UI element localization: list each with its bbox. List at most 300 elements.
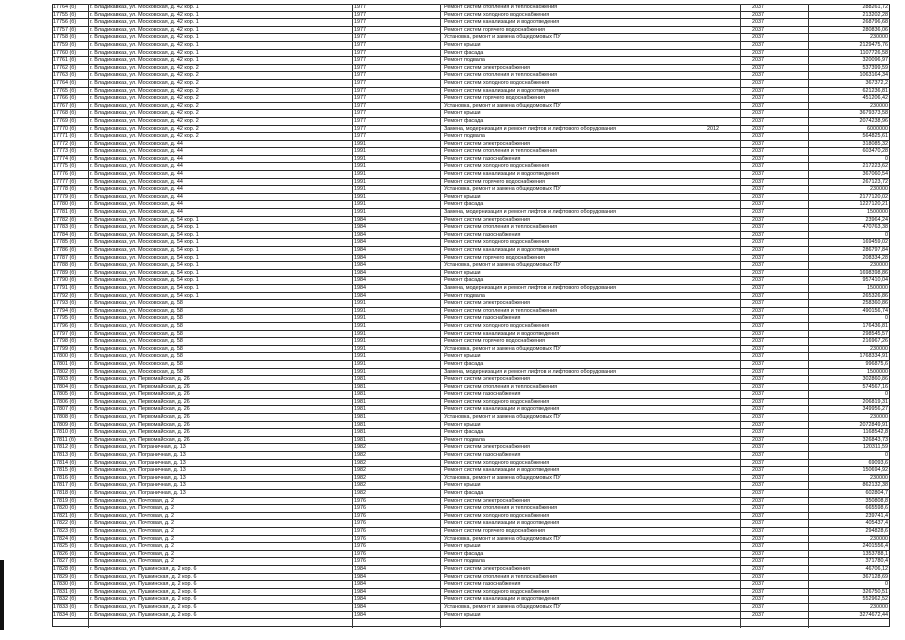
build-year-cell: 1991: [354, 201, 366, 208]
extra-year-cell: [707, 300, 737, 307]
row-number: 17766 (б): [53, 95, 77, 102]
address-cell: г. Владикавказ, ул. Московская, д. 42 кор. 1: [90, 57, 199, 64]
row-number: 17819 (б): [53, 497, 77, 504]
build-year-cell: 1977: [354, 117, 366, 124]
extra-year-cell: [707, 376, 737, 383]
build-year-cell: 1984: [354, 292, 366, 299]
address-cell: г. Владикавказ, ул. Московская, д. 42 кор. 1: [90, 49, 199, 56]
work-type-cell: Замена, модернизация и ремонт лифтов и лифтового оборудования: [444, 368, 616, 375]
work-type-cell: Ремонт систем горячего водоснабжения: [444, 254, 545, 261]
work-type-cell: Ремонт фасада: [444, 201, 484, 208]
plan-year-cell: 2037: [752, 368, 764, 375]
cost-cell: 1353788,1: [862, 550, 888, 557]
table-row: [52, 338, 890, 346]
extra-year-cell: [707, 566, 737, 573]
extra-year-cell: [707, 80, 737, 87]
address-cell: г. Владикавказ, ул. Почтовая, д. 2: [90, 505, 174, 512]
address-cell: г. Владикавказ, ул. Московская, д. 58: [90, 368, 183, 375]
address-cell: г. Владикавказ, ул. Пушкинская, д. 2 кор. 6: [90, 565, 197, 572]
address-cell: г. Владикавказ, ул. Московская, д. 54 кор. 1: [90, 284, 199, 291]
scan-edge-mark: [0, 560, 4, 630]
row-number: 17825 (б): [53, 543, 77, 550]
row-number: 17820 (б): [53, 505, 77, 512]
work-type-cell: Ремонт систем электроснабжения: [444, 216, 530, 223]
plan-year-cell: 2037: [752, 398, 764, 405]
row-number: 17788 (б): [53, 262, 77, 269]
table-row: [52, 475, 890, 483]
plan-year-cell: 2037: [752, 163, 764, 170]
row-number: 17823 (б): [53, 527, 77, 534]
work-type-cell: Ремонт систем отопления и теплоснабжения: [444, 148, 558, 155]
cost-cell: 1500000: [867, 284, 888, 291]
address-cell: г. Владикавказ, ул. Московская, д. 54 кор. 1: [90, 216, 199, 223]
extra-year-cell: [707, 65, 737, 72]
cost-cell: 6000000: [867, 125, 888, 132]
address-cell: г. Владикавказ, ул. Почтовая, д. 2: [90, 543, 174, 550]
build-year-cell: 1991: [354, 193, 366, 200]
work-type-cell: Установка, ремонт и замена общедомовых ПУ: [444, 186, 561, 193]
table-row: [52, 277, 890, 285]
plan-year-cell: 2037: [752, 26, 764, 33]
cost-cell: 294828,6: [865, 527, 888, 534]
address-cell: г. Владикавказ, ул. Московская, д. 44: [90, 193, 183, 200]
extra-year-cell: [707, 612, 737, 619]
work-type-cell: Ремонт крыши: [444, 269, 481, 276]
row-number: 17829 (б): [53, 573, 77, 580]
plan-year-cell: 2037: [752, 41, 764, 48]
plan-year-cell: 2037: [752, 581, 764, 588]
cost-cell: 957410,04: [862, 277, 888, 284]
cost-cell: 23964,24: [865, 216, 888, 223]
work-type-cell: Ремонт систем канализации и водоотведения: [444, 467, 560, 474]
table-row: [52, 444, 890, 452]
build-year-cell: 1984: [354, 224, 366, 231]
table-row: [52, 141, 890, 149]
row-number: 17800 (б): [53, 353, 77, 360]
plan-year-cell: 2037: [752, 330, 764, 337]
extra-year-cell: [707, 505, 737, 512]
cost-cell: 490156,74: [862, 307, 888, 314]
extra-year-cell: [707, 361, 737, 368]
row-number: 17758 (б): [53, 34, 77, 41]
work-type-cell: Ремонт крыши: [444, 543, 481, 550]
row-number: 17811 (б): [53, 436, 76, 443]
build-year-cell: 1982: [354, 490, 366, 496]
address-cell: г. Владикавказ, ул. Московская, д. 58: [90, 300, 183, 307]
row-number: 17802 (б): [53, 368, 77, 375]
plan-year-cell: 2037: [752, 603, 764, 610]
row-number: 17826 (б): [53, 550, 77, 557]
address-cell: г. Владикавказ, ул. Почтовая, д. 2: [90, 535, 174, 542]
plan-year-cell: 2037: [752, 178, 764, 185]
plan-year-cell: 2037: [752, 254, 764, 261]
work-type-cell: Установка, ремонт и замена общедомовых ПУ: [444, 34, 561, 41]
cost-cell: 239741,4: [865, 512, 888, 519]
address-cell: г. Владикавказ, ул. Почтовая, д. 2: [90, 550, 174, 557]
build-year-cell: 1991: [354, 148, 366, 155]
extra-year-cell: [707, 156, 737, 163]
extra-year-cell: [707, 437, 737, 444]
table-row: [52, 293, 890, 301]
address-cell: г. Владикавказ, ул. Первомайская, д. 26: [90, 421, 190, 428]
build-year-cell: 1991: [354, 155, 366, 162]
work-type-cell: Ремонт подвала: [444, 436, 485, 443]
table-row: [52, 551, 890, 559]
address-cell: г. Владикавказ, ул. Московская, д. 42 кор. 2: [90, 102, 199, 109]
table-row: [52, 57, 890, 65]
row-number: 17790 (б): [53, 277, 77, 284]
cost-cell: 0: [885, 315, 888, 322]
extra-year-cell: [707, 536, 737, 543]
cost-cell: 230000: [870, 262, 888, 269]
cost-cell: 602804,7: [865, 490, 888, 496]
row-number: 17817 (б): [53, 482, 77, 489]
work-type-cell: Ремонт систем газоснабжения: [444, 315, 521, 322]
plan-year-cell: 2037: [752, 292, 764, 299]
plan-year-cell: 2037: [752, 436, 764, 443]
build-year-cell: 1977: [354, 133, 366, 140]
cost-cell: 3679373,58: [859, 110, 888, 117]
plan-year-cell: 2037: [752, 209, 764, 216]
plan-year-cell: 2037: [752, 216, 764, 223]
extra-year-cell: [707, 95, 737, 102]
table-row: [52, 27, 890, 35]
address-cell: г. Владикавказ, ул. Пограничная, д. 13: [90, 452, 186, 459]
extra-year-cell: [707, 12, 737, 19]
extra-year-cell: [707, 391, 737, 398]
plan-year-cell: 2037: [752, 573, 764, 580]
plan-year-cell: 2037: [752, 19, 764, 26]
address-cell: г. Владикавказ, ул. Первомайская, д. 26: [90, 414, 190, 421]
table-row: [52, 201, 890, 209]
cost-cell: 0: [885, 231, 888, 238]
table-row: [52, 110, 890, 118]
work-type-cell: Ремонт крыши: [444, 611, 481, 618]
work-type-cell: Ремонт систем газоснабжения: [444, 231, 521, 238]
address-cell: г. Владикавказ, ул. Пограничная, д. 13: [90, 467, 186, 474]
row-number: 17824 (б): [53, 535, 77, 542]
work-type-cell: Ремонт систем электроснабжения: [444, 444, 530, 451]
table-row: [52, 406, 890, 414]
build-year-cell: 1991: [354, 368, 366, 375]
table-row: [52, 80, 890, 88]
cost-cell: 268796,68: [862, 19, 888, 26]
row-number: 17772 (б): [53, 140, 77, 147]
build-year-cell: 1977: [354, 49, 366, 56]
address-cell: г. Владикавказ, ул. Московская, д. 42 кор. 1: [90, 34, 199, 41]
address-cell: г. Владикавказ, ул. Первомайская, д. 26: [90, 429, 190, 436]
extra-year-cell: [707, 558, 737, 565]
plan-year-cell: 2037: [752, 543, 764, 550]
extra-year-cell: [707, 399, 737, 406]
table-row: [52, 498, 890, 506]
plan-year-cell: 2037: [752, 201, 764, 208]
plan-year-cell: 2037: [752, 497, 764, 504]
extra-year-cell: [707, 331, 737, 338]
build-year-cell: 1984: [354, 269, 366, 276]
cost-cell: 1698398,86: [859, 269, 888, 276]
build-year-cell: 1976: [354, 558, 366, 565]
plan-year-cell: 2037: [752, 49, 764, 56]
build-year-cell: 1984: [354, 284, 366, 291]
build-year-cell: 1984: [354, 603, 366, 610]
cost-cell: 3274672,44: [859, 611, 888, 618]
plan-year-cell: 2037: [752, 535, 764, 542]
extra-year-cell: [707, 490, 737, 497]
row-number: 17765 (б): [53, 87, 77, 94]
extra-year-cell: [707, 262, 737, 269]
table-row: [52, 536, 890, 544]
cost-cell: 405437,4: [865, 520, 888, 527]
build-year-cell: 1977: [354, 19, 366, 26]
cost-cell: 208334,28: [862, 254, 888, 261]
work-type-cell: Ремонт систем холодного водоснабжения: [444, 79, 550, 86]
cost-cell: 349956,27: [862, 406, 888, 413]
table-row: [52, 437, 890, 445]
work-type-cell: Ремонт подвала: [444, 57, 485, 64]
cost-cell: 0: [885, 391, 888, 398]
build-year-cell: 1977: [354, 4, 366, 10]
row-number: 17815 (б): [53, 467, 77, 474]
table-row: [52, 346, 890, 354]
table-row: [52, 520, 890, 528]
build-year-cell: 1977: [354, 79, 366, 86]
row-number: 17813 (б): [53, 452, 77, 459]
row-number: 17756 (б): [53, 19, 77, 26]
row-number: 17821 (б): [53, 512, 77, 519]
work-type-cell: Ремонт систем канализации и водоотведения: [444, 247, 560, 253]
cost-cell: 1168542,8: [862, 429, 888, 436]
extra-year-cell: [707, 19, 737, 26]
build-year-cell: 1982: [354, 459, 366, 466]
extra-year-cell: [707, 406, 737, 413]
work-type-cell: Ремонт систем газоснабжения: [444, 581, 521, 588]
plan-year-cell: 2037: [752, 231, 764, 238]
row-number: 17828 (б): [53, 565, 77, 572]
extra-year-cell: [707, 34, 737, 41]
plan-year-cell: 2037: [752, 269, 764, 276]
address-cell: г. Владикавказ, ул. Пограничная, д. 13: [90, 490, 186, 496]
build-year-cell: 1977: [354, 57, 366, 64]
plan-year-cell: 2037: [752, 186, 764, 193]
build-year-cell: 1984: [354, 596, 366, 603]
row-number: 17789 (б): [53, 269, 77, 276]
plan-year-cell: 2037: [752, 125, 764, 132]
row-number: 17764 (б): [53, 79, 77, 86]
row-number: 17792 (б): [53, 292, 77, 299]
work-type-cell: Ремонт систем отопления и теплоснабжения: [444, 505, 558, 512]
extra-year-cell: [707, 194, 737, 201]
work-type-cell: Ремонт фасада: [444, 49, 484, 56]
table-row: [52, 315, 890, 323]
extra-year-cell: [707, 133, 737, 140]
table-row: [52, 285, 890, 293]
table-row: [52, 224, 890, 232]
extra-year-cell: [707, 270, 737, 277]
cost-cell: 230000: [870, 102, 888, 109]
row-number: 17830 (б): [53, 581, 77, 588]
table-row: [52, 490, 890, 498]
extra-year-cell: [707, 589, 737, 596]
work-type-cell: Ремонт систем канализации и водоотведения: [444, 596, 560, 603]
address-cell: г. Владикавказ, ул. Московская, д. 54 кор. 1: [90, 262, 199, 269]
row-number: 17778 (б): [53, 186, 77, 193]
work-type-cell: Установка, ремонт и замена общедомовых ПУ: [444, 102, 561, 109]
extra-year-cell: [707, 315, 737, 322]
address-cell: г. Владикавказ, ул. Пушкинская, д. 2 кор. 6: [90, 588, 197, 595]
extra-year-cell: [707, 247, 737, 254]
table-row: [52, 156, 890, 164]
plan-year-cell: 2037: [752, 512, 764, 519]
address-cell: г. Владикавказ, ул. Московская, д. 42 кор. 2: [90, 72, 199, 79]
cost-cell: 603470,28: [862, 148, 888, 155]
plan-year-cell: 2037: [752, 421, 764, 428]
table-row: [52, 209, 890, 217]
cost-cell: 0: [885, 581, 888, 588]
extra-year-cell: [707, 148, 737, 155]
plan-year-cell: 2037: [752, 79, 764, 86]
work-type-cell: Ремонт систем холодного водоснабжения: [444, 163, 550, 170]
table-row: [52, 133, 890, 141]
build-year-cell: 1976: [354, 550, 366, 557]
cost-cell: 1500000: [867, 368, 888, 375]
row-number: 17812 (б): [53, 444, 77, 451]
table-row: [52, 103, 890, 111]
row-number: 17807 (б): [53, 406, 77, 413]
extra-year-cell: [707, 596, 737, 603]
row-number: 17780 (б): [53, 201, 77, 208]
plan-year-cell: 2037: [752, 102, 764, 109]
extra-year-cell: [707, 574, 737, 581]
plan-year-cell: 2037: [752, 72, 764, 79]
extra-year-cell: [707, 232, 737, 239]
table-row: [52, 376, 890, 384]
table-row: [52, 331, 890, 339]
plan-year-cell: 2037: [752, 284, 764, 291]
work-type-cell: Ремонт фасада: [444, 360, 484, 367]
work-type-cell: Ремонт систем отопления и теплоснабжения: [444, 573, 558, 580]
address-cell: г. Владикавказ, ул. Почтовая, д. 2: [90, 497, 174, 504]
work-type-cell: Ремонт систем холодного водоснабжения: [444, 239, 550, 246]
row-number: 17810 (б): [53, 429, 77, 436]
table-row: [52, 12, 890, 20]
cost-cell: 318085,32: [862, 140, 888, 147]
cost-cell: 665598,6: [865, 505, 888, 512]
work-type-cell: Установка, ремонт и замена общедомовых ПУ: [444, 262, 561, 269]
build-year-cell: 1976: [354, 543, 366, 550]
build-year-cell: 1991: [354, 353, 366, 360]
address-cell: г. Владикавказ, ул. Московская, д. 58: [90, 307, 183, 314]
extra-year-cell: [707, 285, 737, 292]
work-type-cell: Ремонт систем электроснабжения: [444, 565, 530, 572]
address-cell: г. Владикавказ, ул. Московская, д. 54 кор. 1: [90, 231, 199, 238]
extra-year-cell: [707, 57, 737, 64]
build-year-cell: 1976: [354, 520, 366, 527]
row-number: 17779 (б): [53, 193, 77, 200]
build-year-cell: 1977: [354, 87, 366, 94]
row-number: 17786 (б): [53, 247, 77, 253]
work-type-cell: Ремонт систем электроснабжения: [444, 140, 530, 147]
extra-year-cell: [707, 179, 737, 186]
build-year-cell: 1981: [354, 421, 366, 428]
table-row: [52, 232, 890, 240]
extra-year-cell: [707, 513, 737, 520]
work-type-cell: Установка, ремонт и замена общедомовых ПУ: [444, 603, 561, 610]
extra-year-cell: [707, 27, 737, 34]
cost-cell: 862132,38: [862, 482, 888, 489]
address-cell: г. Владикавказ, ул. Московская, д. 44: [90, 171, 183, 178]
work-type-cell: Ремонт систем горячего водоснабжения: [444, 178, 545, 185]
table-row: [52, 581, 890, 589]
row-number: 17797 (б): [53, 330, 77, 337]
cost-cell: 326750,51: [862, 588, 888, 595]
extra-year-cell: [707, 452, 737, 459]
plan-year-cell: 2037: [752, 224, 764, 231]
row-number: 17822 (б): [53, 520, 77, 527]
row-number: 17795 (б): [53, 315, 77, 322]
work-type-cell: Замена, модернизация и ремонт лифтов и лифтового оборудования: [444, 125, 616, 132]
table-row: [52, 118, 890, 126]
work-type-cell: Ремонт систем канализации и водоотведения: [444, 520, 560, 527]
build-year-cell: 1984: [354, 588, 366, 595]
build-year-cell: 1977: [354, 95, 366, 102]
work-type-cell: Ремонт фасада: [444, 490, 484, 496]
plan-year-cell: 2037: [752, 148, 764, 155]
address-cell: г. Владикавказ, ул. Московская, д. 44: [90, 178, 183, 185]
extra-year-cell: [707, 604, 737, 611]
build-year-cell: 1976: [354, 535, 366, 542]
address-cell: г. Владикавказ, ул. Пушкинская, д. 2 кор. 6: [90, 611, 197, 618]
address-cell: г. Владикавказ, ул. Московская, д. 54 кор. 1: [90, 254, 199, 261]
build-year-cell: 1977: [354, 11, 366, 18]
plan-year-cell: 2037: [752, 338, 764, 345]
row-number: 17805 (б): [53, 391, 77, 398]
work-type-cell: Установка, ремонт и замена общедомовых ПУ: [444, 414, 561, 421]
address-cell: г. Владикавказ, ул. Московская, д. 44: [90, 209, 183, 216]
address-cell: г. Владикавказ, ул. Московская, д. 42 кор. 2: [90, 64, 199, 71]
address-cell: г. Владикавказ, ул. Московская, д. 58: [90, 360, 183, 367]
build-year-cell: 1981: [354, 383, 366, 390]
plan-year-cell: 2037: [752, 140, 764, 147]
cost-cell: 1107726,58: [859, 49, 888, 56]
extra-year-cell: [707, 429, 737, 436]
cost-cell: 470763,38: [862, 224, 888, 231]
plan-year-cell: 2037: [752, 171, 764, 178]
cost-cell: 286797,84: [862, 247, 888, 253]
extra-year-cell: [707, 209, 737, 216]
table-row: [52, 422, 890, 430]
plan-year-cell: 2037: [752, 262, 764, 269]
work-type-cell: Ремонт систем отопления и теплоснабжения: [444, 383, 558, 390]
row-number: 17796 (б): [53, 322, 77, 329]
extra-year-cell: [707, 239, 737, 246]
cost-cell: 451206,42: [862, 95, 888, 102]
plan-year-cell: 2037: [752, 482, 764, 489]
cost-cell: 265326,86: [862, 292, 888, 299]
build-year-cell: 1984: [354, 277, 366, 284]
table-row: [52, 361, 890, 369]
work-type-cell: Ремонт крыши: [444, 193, 481, 200]
build-year-cell: 1981: [354, 429, 366, 436]
address-cell: г. Владикавказ, ул. Первомайская, д. 26: [90, 436, 190, 443]
table-row: [52, 391, 890, 399]
build-year-cell: 1976: [354, 512, 366, 519]
cost-cell: 552962,52: [862, 596, 888, 603]
work-type-cell: Ремонт крыши: [444, 353, 481, 360]
row-number: 17760 (б): [53, 49, 77, 56]
work-type-cell: Ремонт фасада: [444, 429, 484, 436]
cost-cell: 69093,6: [868, 459, 888, 466]
